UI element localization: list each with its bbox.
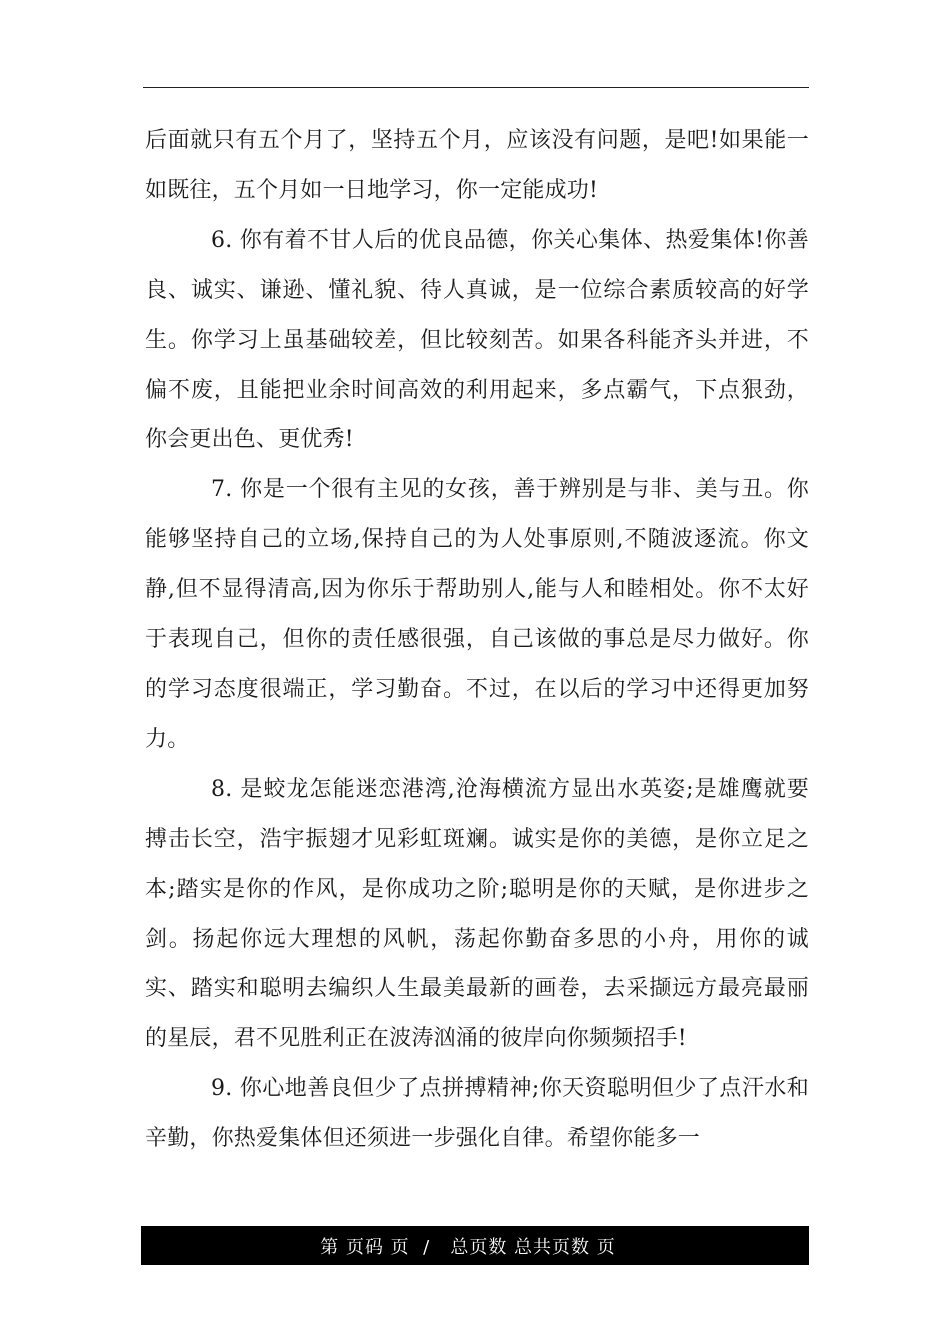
- paragraph-item-9: 9. 你心地善良但少了点拼搏精神;你天资聪明但少了点汗水和辛勤，你热爱集体但还须进一步强化自律。希望你能多一: [145, 1076, 809, 1152]
- page-footer: [141, 1226, 809, 1265]
- page-number-label: 第 页码 页 / 总页数 总共页数 页: [320, 1236, 616, 1258]
- paragraph-item-7: 7. 你是一个很有主见的女孩，善于辨别是与非、美与丑。你能够坚持自己的立场,保持自己的为人处事原则,不随波逐流。你文静,但不显得清高,因为你乐于帮助别人,能与人和睦相处。你不太好于表现自己，但你的责任感很强，自己该做的事总是尽力做好。你的学习态度很端正，学习勤奋。不过，在以后的学习中还得更加努力。: [145, 477, 809, 752]
- paragraph-item-8: 8. 是蛟龙怎能迷恋港湾,沧海横流方显出水英姿;是雄鹰就要搏击长空，浩宇振翅才见彩虹斑斓。诚实是你的美德，是你立足之本;踏实是你的作风，是你成功之阶;聪明是你的天赋，是你进步之剑。扬起你远大理想的风帆，荡起你勤奋多思的小舟，用你的诚实、踏实和聪明去编织人生最美最新的画卷，去采撷远方最亮最丽的星辰，君不见胜利正在波涛汹涌的彼岸向你频频招手!: [145, 776, 809, 1052]
- paragraph-item-6: 6. 你有着不甘人后的优良品德，你关心集体、热爱集体!你善良、诚实、谦逊、懂礼貌、待人真诚，是一位综合素质较高的好学生。你学习上虽基础较差，但比较刻苦。如果各科能齐头并进，不偏不废，且能把业余时间高效的利用起来，多点霸气，下点狠劲，你会更出色、更优秀!: [145, 227, 809, 453]
- paragraph-continuation: 后面就只有五个月了，坚持五个月，应该没有问题，是吧!如果能一如既往，五个月如一日地学习，你一定能成功!: [145, 128, 809, 203]
- header-rule: [143, 87, 809, 88]
- document-body: [145, 116, 809, 1164]
